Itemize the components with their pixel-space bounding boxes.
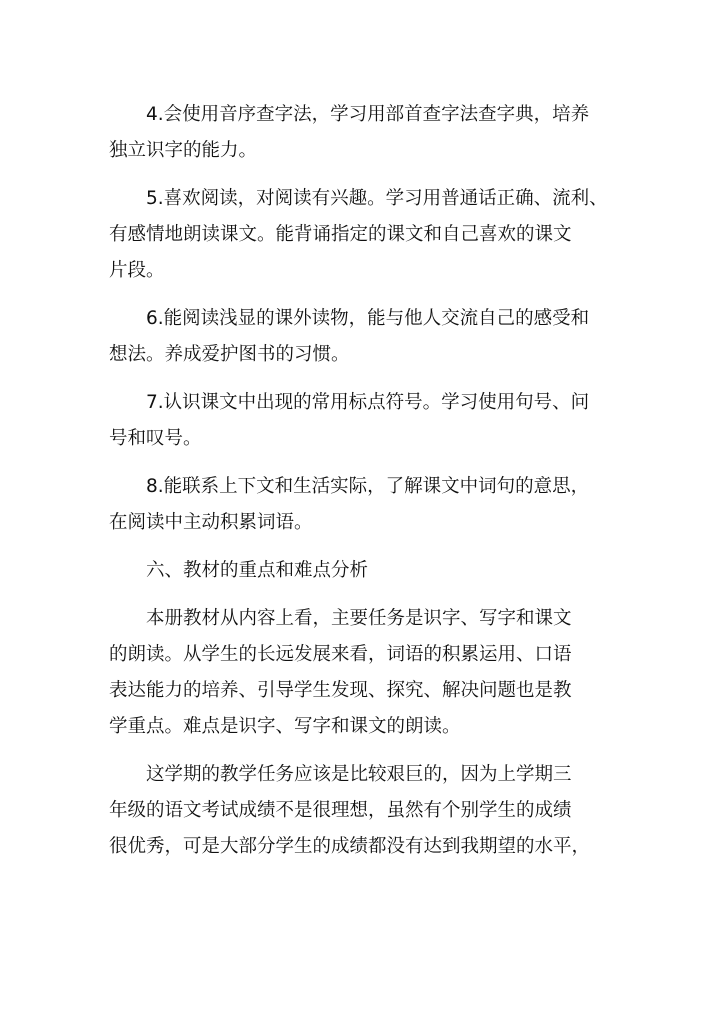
paragraph-item-8: [109, 469, 629, 541]
text-line: 年级的语文考试成绩不是很理想，虽然有个别学生的成绩: [109, 800, 572, 821]
text-line: 学重点。难点是识字、写字和课文的朗读。: [109, 716, 461, 737]
text-line: 号和叹号。: [109, 428, 202, 449]
text-line: 想法。养成爱护图书的习惯。: [109, 344, 350, 365]
text-line: 7.认识课文中出现的常用标点符号。学习使用句号、问: [146, 392, 590, 413]
section-heading: [109, 553, 629, 589]
paragraph-item-6: [109, 301, 629, 373]
paragraph-item-7: [109, 385, 629, 457]
section-heading-text: 六、教材的重点和难点分析: [146, 560, 369, 581]
text-line: 在阅读中主动积累词语。: [109, 512, 313, 533]
paragraph-focus-analysis: [109, 601, 629, 745]
text-line: 4.会使用音序查字法，学习用部首查字法查字典，培养: [146, 104, 590, 125]
text-line: 表达能力的培养、引导学生发现、探究、解决问题也是教: [109, 680, 572, 701]
text-line: 5.喜欢阅读，对阅读有兴趣。学习用普通话正确、流利、: [146, 188, 608, 209]
text-line: 本册教材从内容上看，主要任务是识字、写字和课文: [146, 608, 572, 629]
text-line: 8.能联系上下文和生活实际，了解课文中词句的意思，: [146, 476, 590, 497]
paragraph-item-5: [109, 181, 629, 289]
text-line: 有感情地朗读课文。能背诵指定的课文和自己喜欢的课文: [109, 224, 572, 245]
paragraph-teaching-task: [109, 757, 629, 865]
paragraph-item-4: [109, 97, 629, 169]
text-line: 6.能阅读浅显的课外读物，能与他人交流自己的感受和: [146, 308, 590, 329]
text-line: 很优秀，可是大部分学生的成绩都没有达到我期望的水平，: [109, 836, 591, 857]
text-line: 片段。: [109, 260, 165, 281]
text-line: 的朗读。从学生的长远发展来看，词语的积累运用、口语: [109, 644, 572, 665]
document-body: [109, 97, 629, 877]
text-line: 独立识字的能力。: [109, 140, 258, 161]
text-line: 这学期的教学任务应该是比较艰巨的，因为上学期三: [146, 764, 572, 785]
